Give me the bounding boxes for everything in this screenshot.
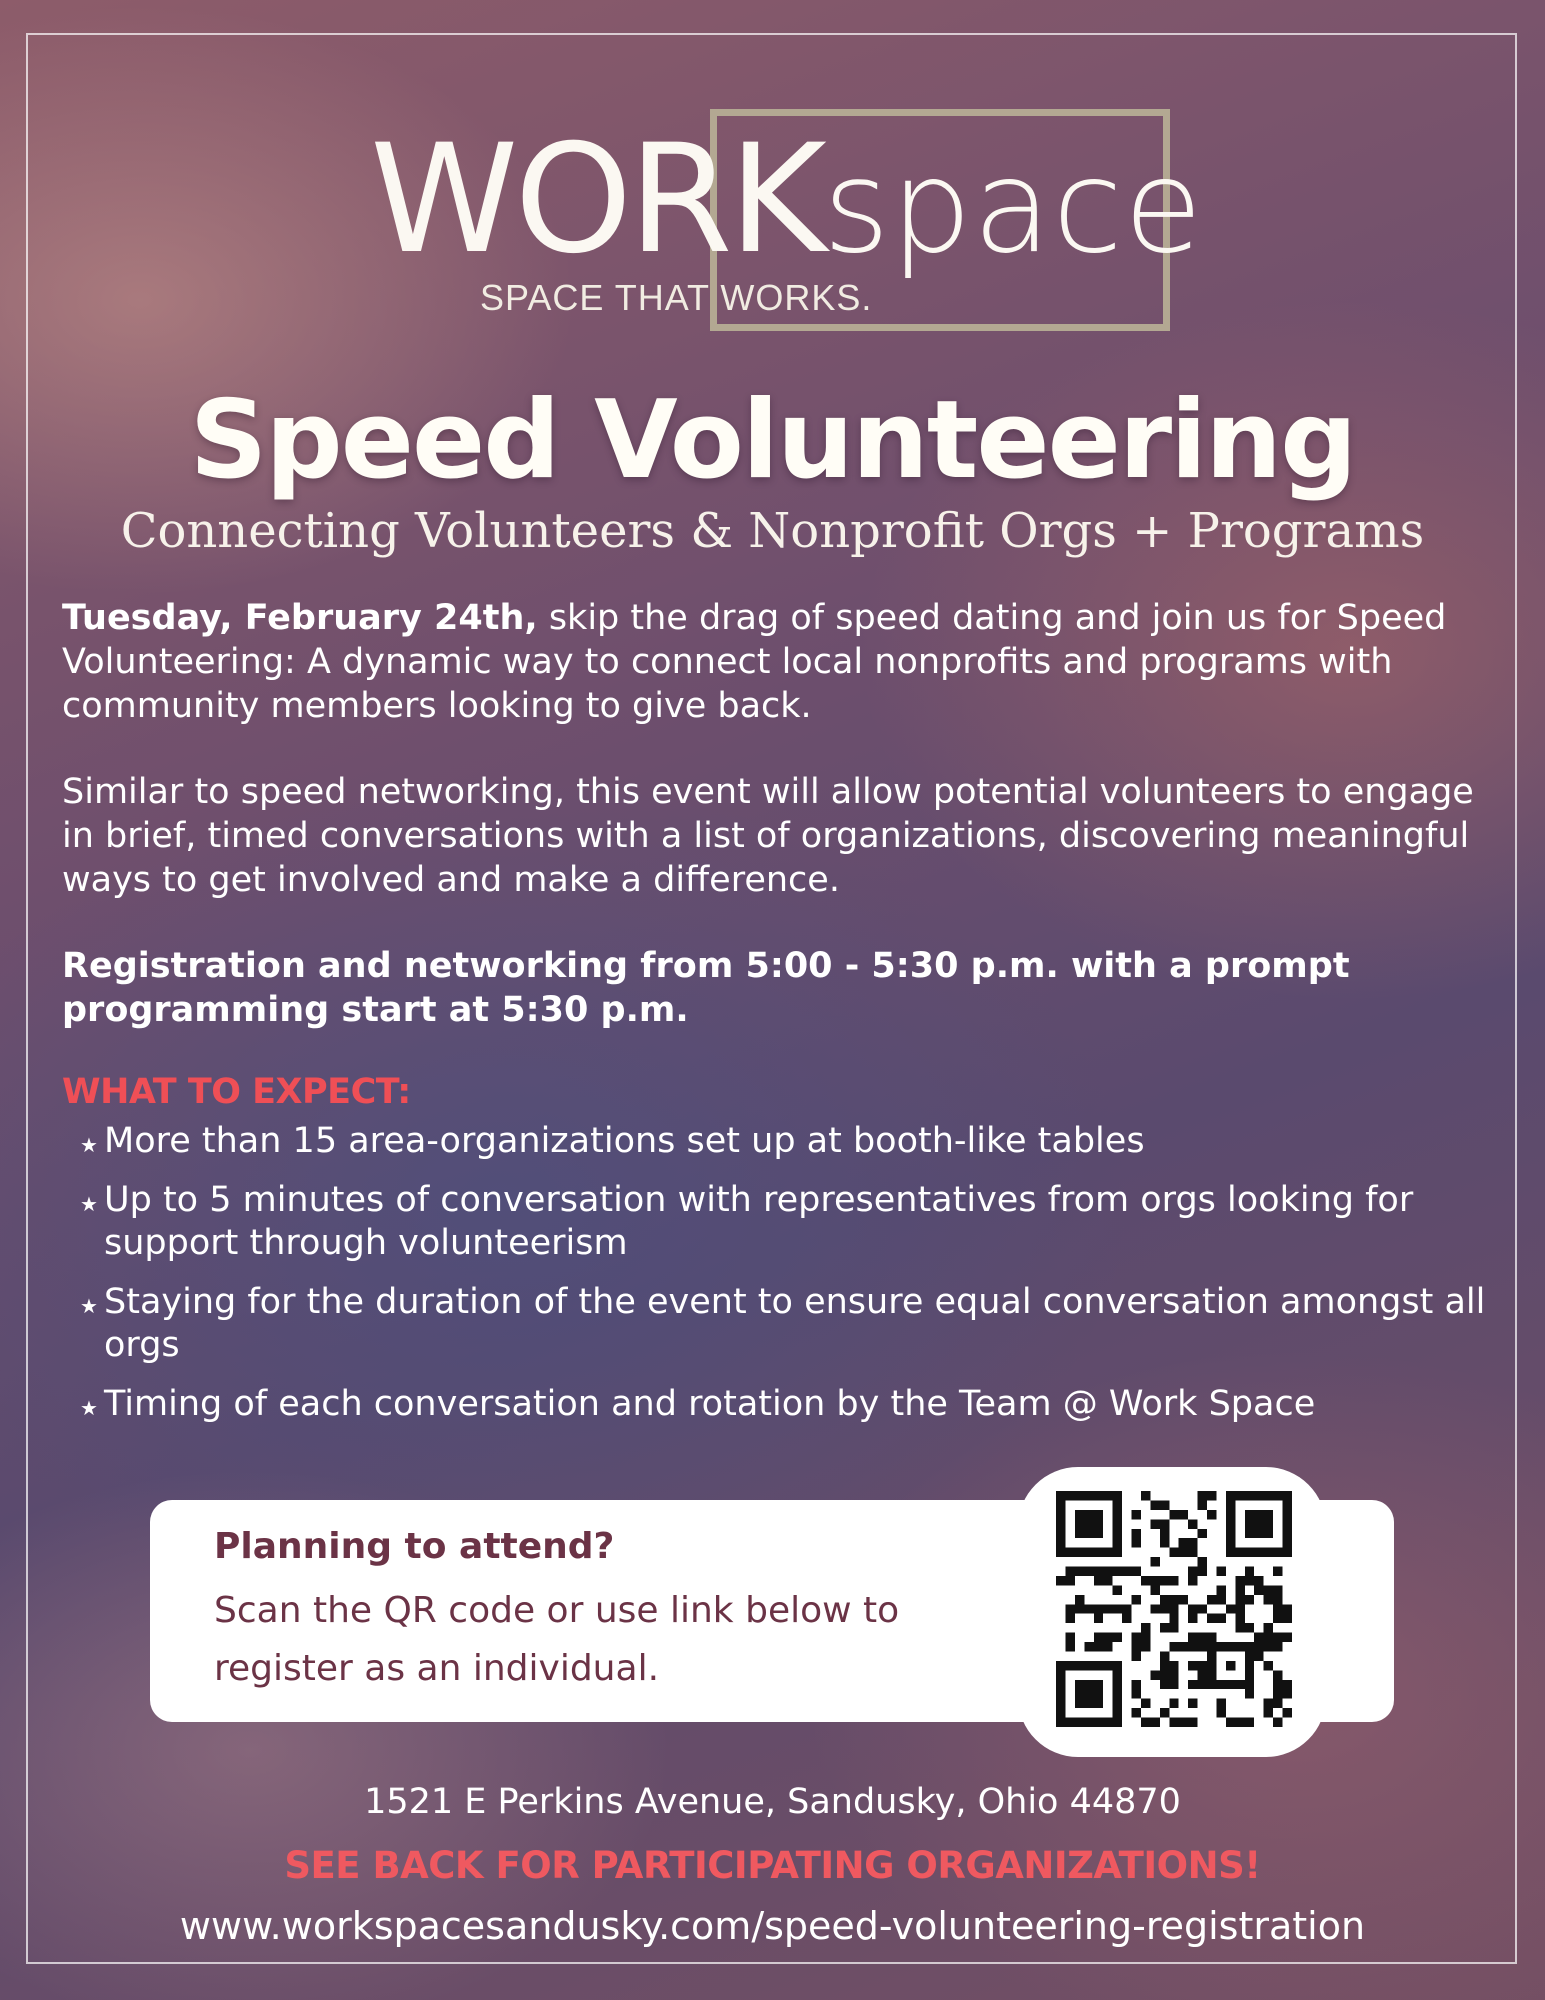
list-item-text: Timing of each conversation and rotation by the Team @ Work Space xyxy=(104,1384,1316,1424)
registration-heading: Planning to attend? xyxy=(214,1526,615,1567)
list-item xyxy=(80,1120,1500,1163)
what-to-expect-heading: WHAT TO EXPECT: xyxy=(62,1072,411,1112)
schedule-paragraph: Registration and networking from 5:00 - 5:30 p.m. with a prompt programming start at 5:30 p.m. xyxy=(62,946,1350,1030)
logo-work-text: WORK xyxy=(370,113,823,287)
see-back-notice: SEE BACK FOR PARTICIPATING ORGANIZATIONS! xyxy=(284,1844,1261,1887)
logo-wordmark xyxy=(370,113,1204,287)
event-address: 1521 E Perkins Avenue, Sandusky, Ohio 44870 xyxy=(364,1782,1181,1822)
star-icon: ★ xyxy=(80,1192,98,1216)
qr-code-container[interactable] xyxy=(1018,1467,1326,1757)
description-paragraph: Similar to speed networking, this event will allow potential volunteers to engage in brief, timed conversations with a list of organizations, discovering meaningful ways to get involved and make a difference. xyxy=(62,772,1474,900)
event-subtitle: Connecting Volunteers & Nonprofit Orgs + Programs xyxy=(120,503,1425,559)
expect-list xyxy=(80,1120,1500,1442)
intro-text: skip the drag of speed dating and join us for Speed Volunteering: A dynamic way to connect local nonprofits and programs with community members looking to give back. xyxy=(62,598,1447,726)
list-item-text: Up to 5 minutes of conversation with representatives from orgs looking for support through volunteerism xyxy=(104,1180,1414,1263)
intro-paragraph xyxy=(62,596,1482,728)
star-icon: ★ xyxy=(80,1133,98,1157)
registration-link[interactable]: www.workspacesandusky.com/speed-volunteering-registration xyxy=(179,1904,1366,1948)
list-item xyxy=(80,1383,1500,1426)
logo-space-text: space xyxy=(822,133,1204,282)
list-item-text: Staying for the duration of the event to ensure equal conversation amongst all orgs xyxy=(104,1282,1486,1365)
qr-code-icon[interactable] xyxy=(1056,1491,1292,1727)
logo-tagline: SPACE THAT WORKS. xyxy=(480,277,873,318)
list-item xyxy=(80,1281,1500,1367)
workspace-logo xyxy=(370,105,1204,345)
star-icon: ★ xyxy=(80,1396,98,1420)
event-title: Speed Volunteering xyxy=(189,378,1356,503)
list-item-text: More than 15 area-organizations set up at booth-like tables xyxy=(104,1121,1145,1161)
list-item xyxy=(80,1179,1500,1265)
registration-text: Scan the QR code or use link below to register as an individual. xyxy=(214,1590,900,1689)
star-icon: ★ xyxy=(80,1294,98,1318)
event-date: Tuesday, February 24th, xyxy=(62,598,538,638)
